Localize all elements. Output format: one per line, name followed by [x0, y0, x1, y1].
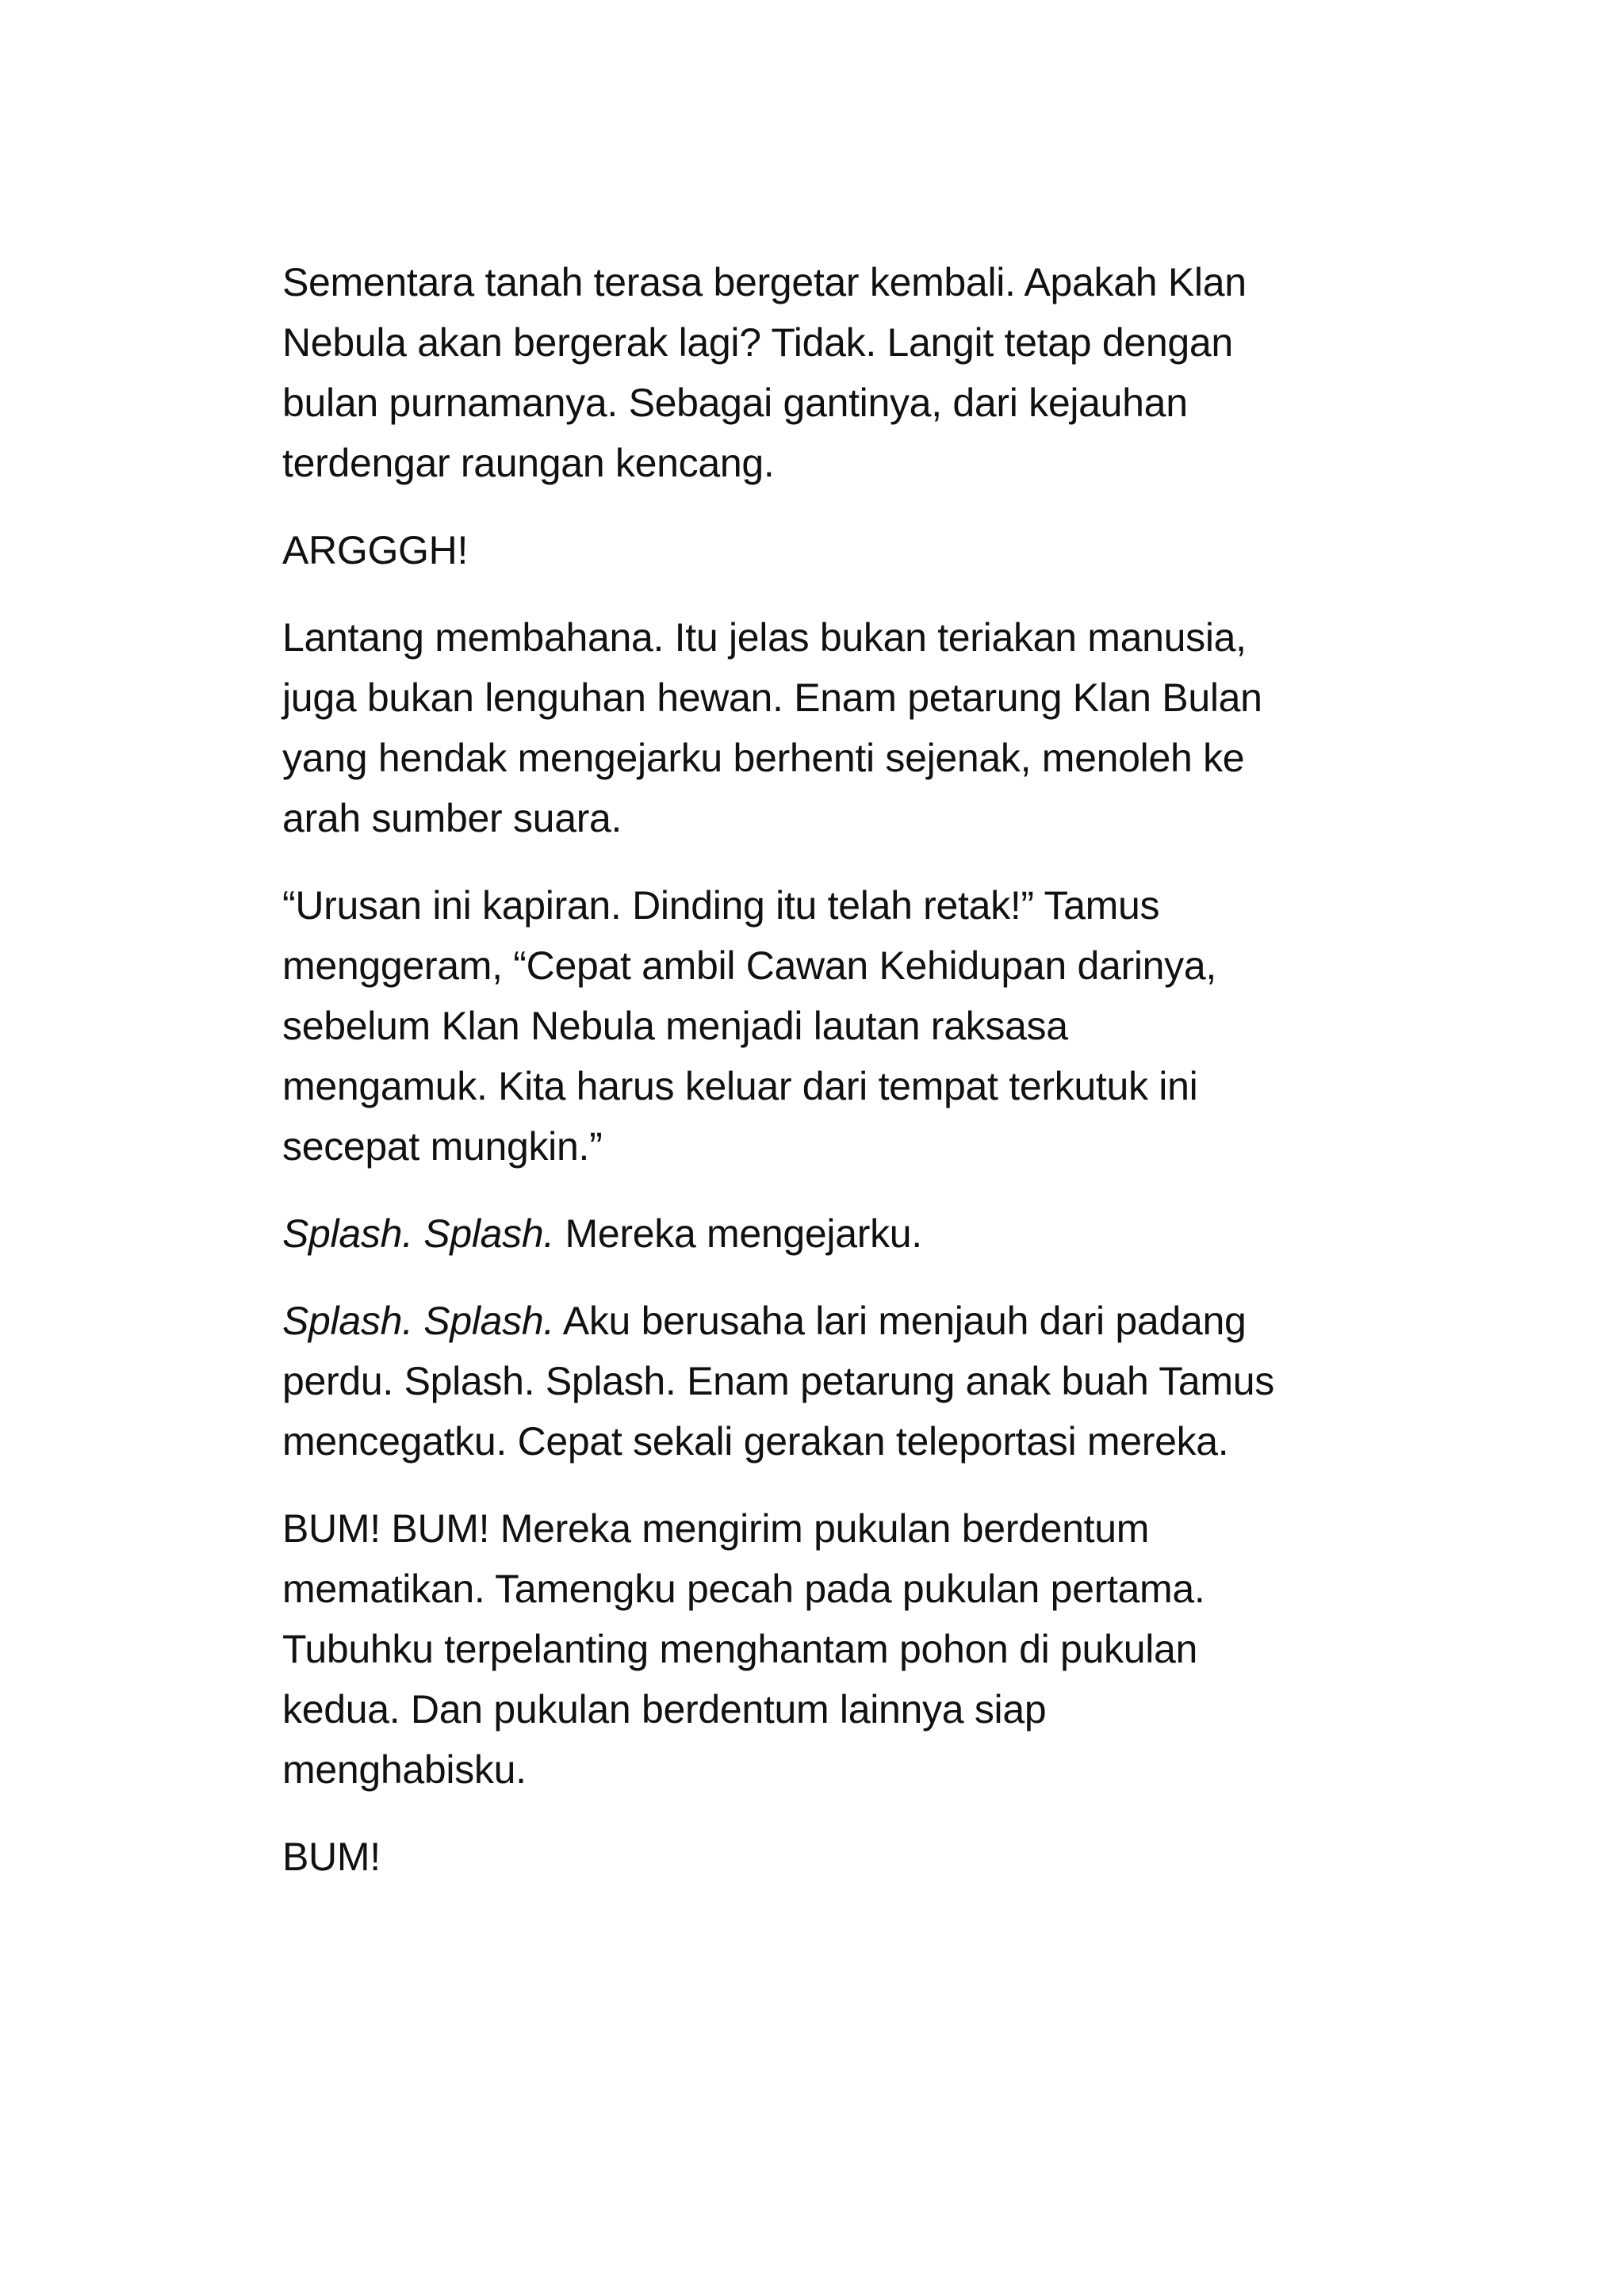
paragraph	[282, 875, 1392, 1177]
text-run: Lantang membahana. Itu jelas bukan teriakan manusia,	[282, 615, 1247, 660]
text-line	[282, 1203, 1392, 1264]
text-line	[282, 1827, 1392, 1887]
text-line	[282, 312, 1392, 373]
text-line	[282, 607, 1392, 668]
text-run: terdengar raungan kencang.	[282, 441, 775, 485]
paragraph	[282, 1291, 1392, 1471]
text-run: ARGGGH!	[282, 528, 469, 572]
text-line	[282, 373, 1392, 433]
text-run: BUM!	[282, 1835, 381, 1879]
text-line	[282, 1116, 1392, 1177]
text-run: Mereka mengejarku.	[553, 1211, 922, 1256]
text-line	[282, 728, 1392, 788]
text-run: Tubuhku terpelanting menghantam pohon di pukulan	[282, 1627, 1198, 1671]
paragraph	[282, 1827, 1392, 1887]
text-run: secepat mungkin.”	[282, 1124, 603, 1169]
text-run: perdu. Splash. Splash. Enam petarung anak buah Tamus	[282, 1359, 1274, 1403]
text-run: sebelum Klan Nebula menjadi lautan raksasa	[282, 1004, 1068, 1048]
text-line	[282, 996, 1392, 1056]
text-run: juga bukan lenguhan hewan. Enam petarung Klan Bulan	[282, 675, 1262, 720]
text-line	[282, 252, 1392, 312]
text-line	[282, 1739, 1392, 1800]
text-run: Sementara tanah terasa bergetar kembali. Apakah Klan	[282, 260, 1247, 304]
paragraph	[282, 520, 1392, 580]
italic-text-run: Splash. Splash.	[282, 1299, 554, 1343]
text-line	[282, 1679, 1392, 1739]
text-line	[282, 1056, 1392, 1116]
text-run: yang hendak mengejarku berhenti sejenak, menoleh ke	[282, 736, 1245, 780]
text-line	[282, 1291, 1392, 1351]
text-run: kedua. Dan pukulan berdentum lainnya siap	[282, 1687, 1047, 1732]
text-run: arah sumber suara.	[282, 796, 622, 840]
text-line	[282, 936, 1392, 996]
text-run: mengamuk. Kita harus keluar dari tempat terkutuk ini	[282, 1064, 1198, 1108]
text-line	[282, 668, 1392, 728]
text-run: menghabisku.	[282, 1747, 527, 1792]
paragraph	[282, 607, 1392, 848]
text-run: BUM! BUM! Mereka mengirim pukulan berdentum	[282, 1506, 1150, 1551]
text-line	[282, 1559, 1392, 1619]
text-line	[282, 433, 1392, 493]
text-run: “Urusan ini kapiran. Dinding itu telah retak!” Tamus	[282, 883, 1160, 928]
text-line	[282, 520, 1392, 580]
text-run: mencegatku. Cepat sekali gerakan teleportasi mereka.	[282, 1419, 1229, 1464]
text-line	[282, 1411, 1392, 1471]
text-run: mematikan. Tamengku pecah pada pukulan pertama.	[282, 1567, 1205, 1611]
text-line	[282, 1351, 1392, 1411]
text-run: Aku berusaha lari menjauh dari padang	[553, 1299, 1247, 1343]
text-line	[282, 1619, 1392, 1679]
paragraph	[282, 1203, 1392, 1264]
story-text	[282, 252, 1392, 1914]
text-line	[282, 788, 1392, 848]
text-run: Nebula akan bergerak lagi? Tidak. Langit tetap dengan	[282, 320, 1233, 365]
italic-text-run: Splash. Splash.	[282, 1211, 554, 1256]
text-line	[282, 875, 1392, 936]
paragraph	[282, 1498, 1392, 1800]
paragraph	[282, 252, 1392, 493]
text-run: bulan purnamanya. Sebagai gantinya, dari kejauhan	[282, 381, 1188, 425]
text-run: menggeram, “Cepat ambil Cawan Kehidupan darinya,	[282, 943, 1216, 988]
text-line	[282, 1498, 1392, 1559]
